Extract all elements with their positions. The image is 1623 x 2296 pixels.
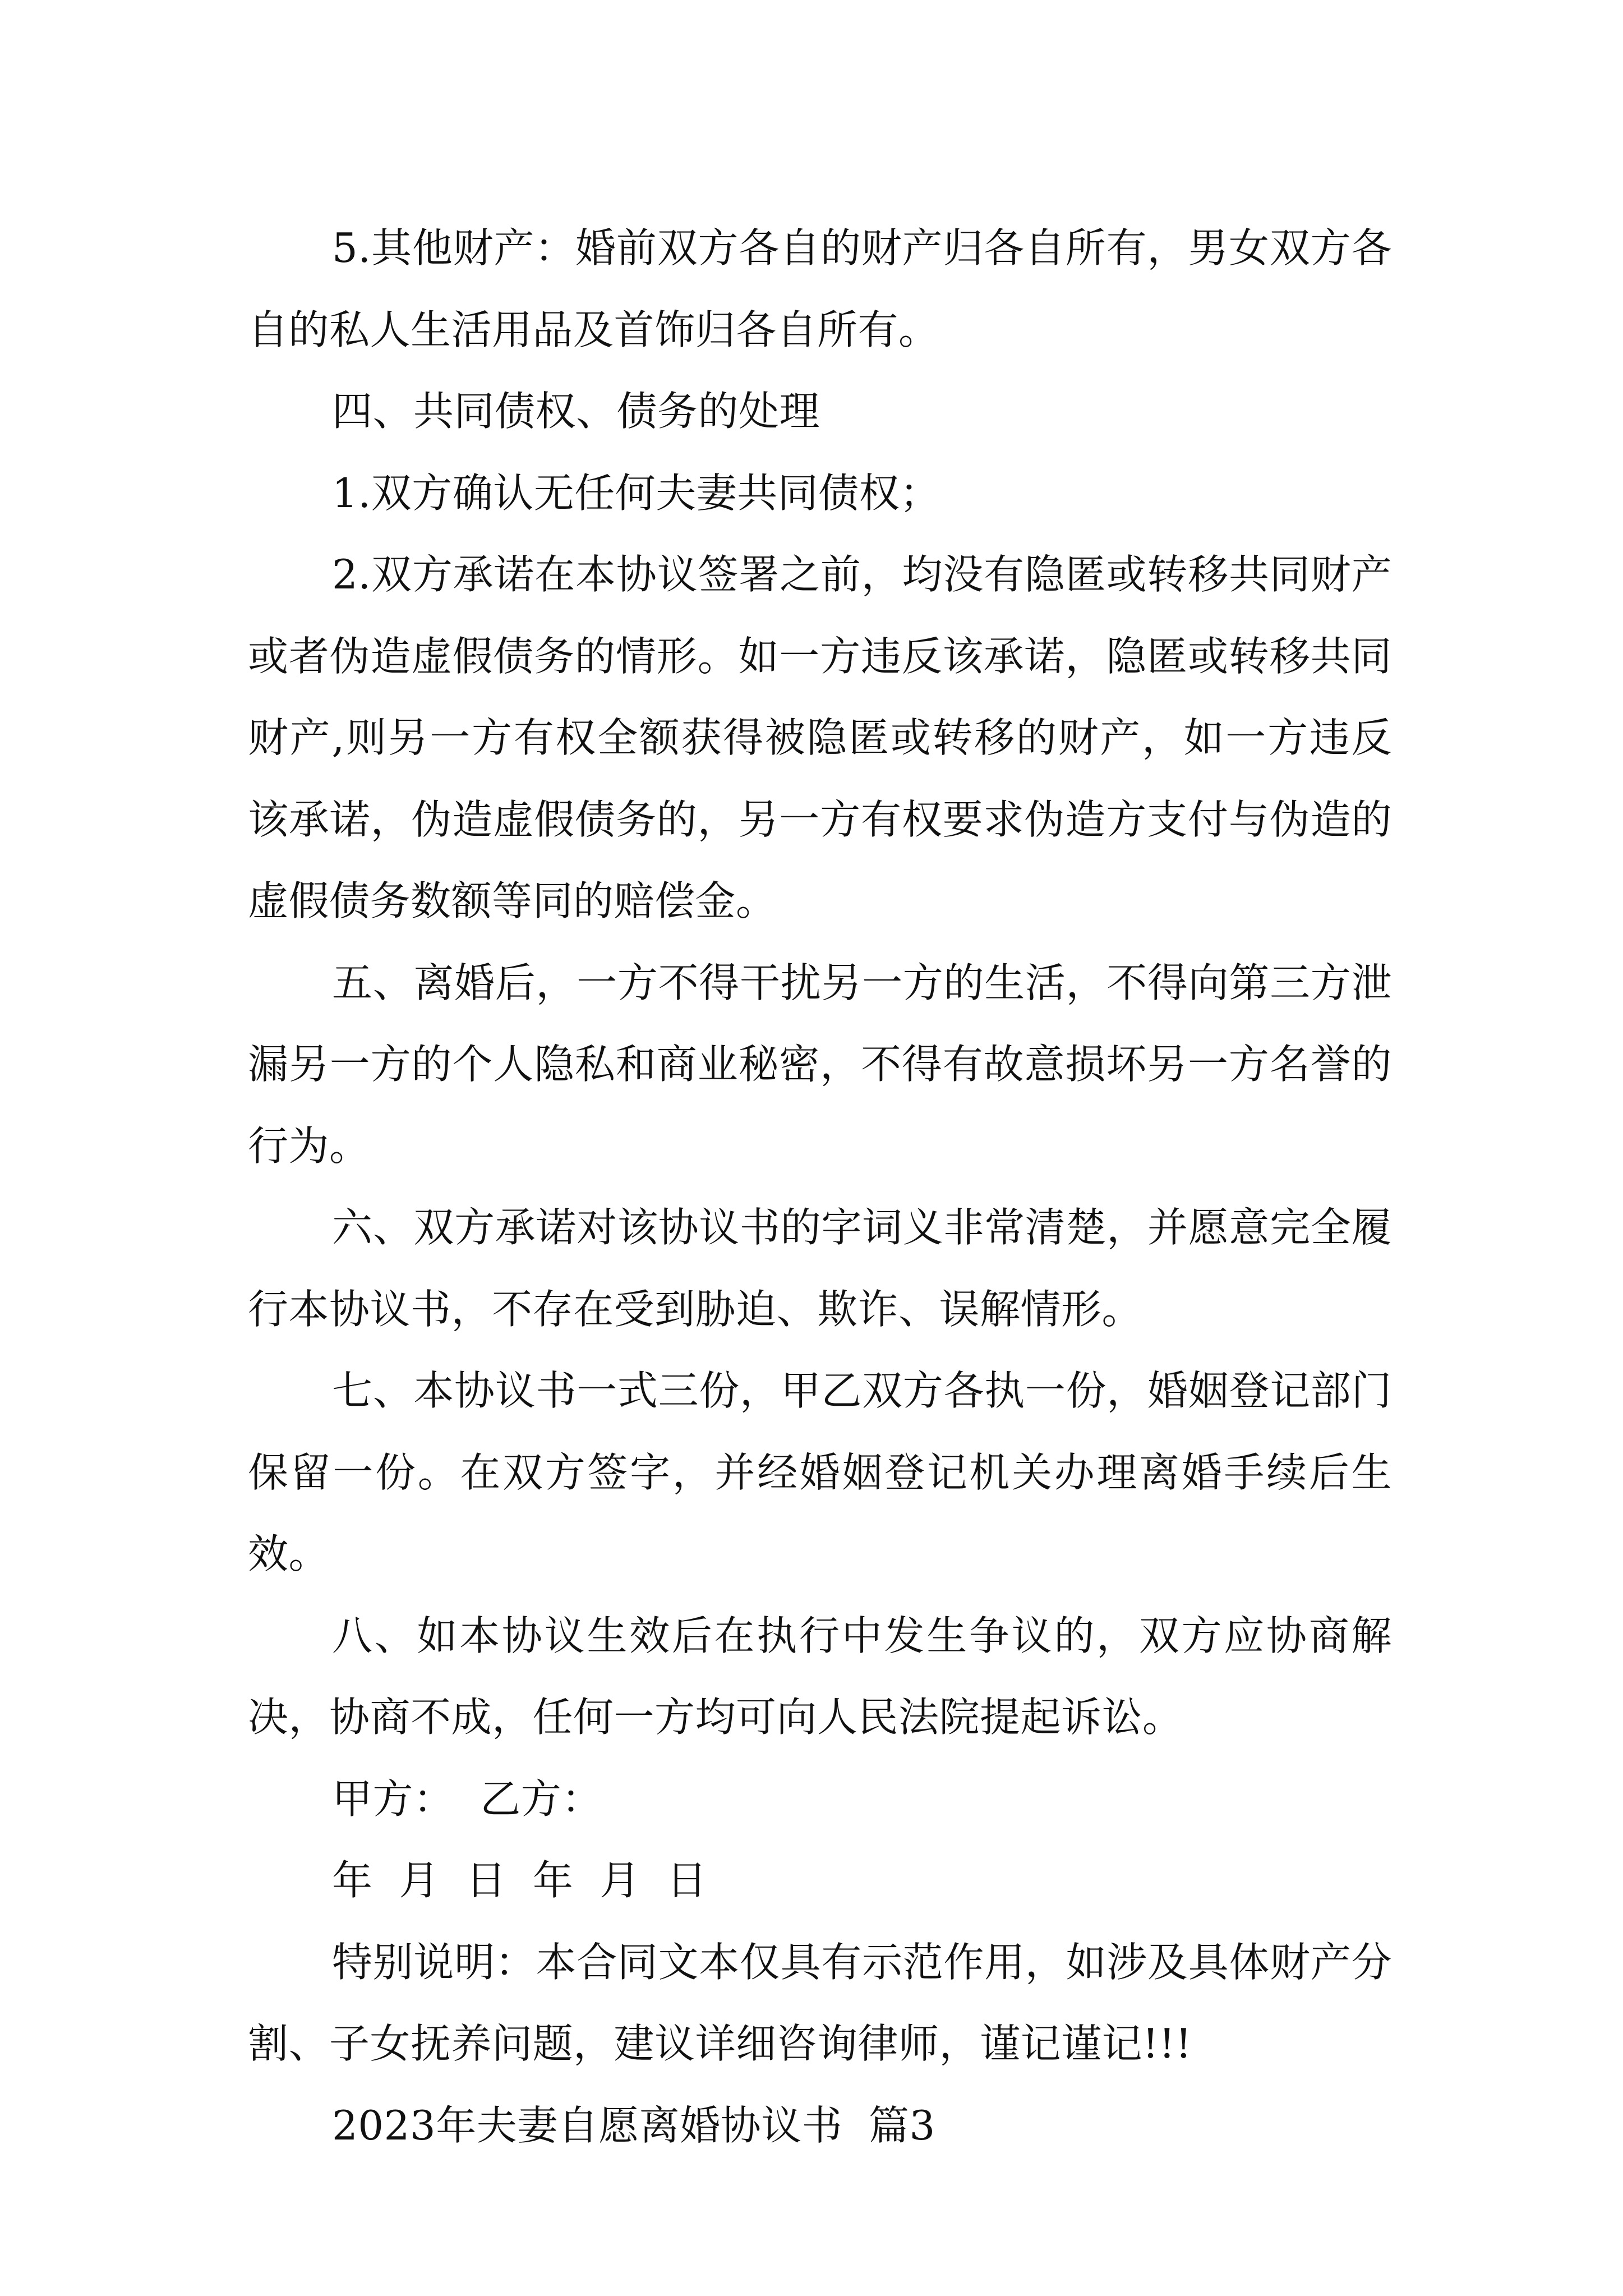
next-section-title: 2023年夫妻自愿离婚协议书 篇3: [332, 2101, 935, 2149]
paragraph-other-property: 5.其他财产：婚前双方各自的财产归各自所有，男女双方各自的私人生活用品及首饰归各自所有。: [248, 224, 1392, 353]
section-heading-debts: 四、共同债权、债务的处理: [332, 388, 820, 435]
paragraph-disputes: 八、如本协议生效后在执行中发生争议的，双方应协商解决，协商不成，任何一方均可向人民法院提起诉讼。: [248, 1612, 1392, 1741]
paragraph-copies: 七、本协议书一式三份，甲乙双方各执一份，婚姻登记部门保留一份。在双方签字，并经婚姻登记机关办理离婚手续后生效。: [248, 1367, 1392, 1577]
date-line: 年 月 日 年 月 日: [332, 1857, 707, 1904]
signature-line: 甲方： 乙方：: [332, 1775, 602, 1823]
paragraph-after-divorce: 五、离婚后，一方不得干扰另一方的生活，不得向第三方泄漏另一方的个人隐私和商业秘密，不得有故意损坏另一方名誉的行为。: [248, 959, 1392, 1170]
special-note: 特别说明：本合同文本仅具有示范作用，如涉及具体财产分割、子女抚养问题，建议详细咨询律师，谨记谨记!!!: [248, 1938, 1392, 2067]
paragraph-no-joint-claims: 1.双方确认无任何夫妻共同债权；: [332, 469, 940, 517]
paragraph-understanding: 六、双方承诺对该协议书的字词义非常清楚，并愿意完全履行本协议书，不存在受到胁迫、欺诈、误解情形。: [248, 1204, 1392, 1333]
paragraph-no-concealment-promise: 2.双方承诺在本协议签署之前，均没有隐匿或转移共同财产或者伪造虚假债务的情形。如一方违反该承诺，隐匿或转移共同财产,则另一方有权全额获得被隐匿或转移的财产，如一方违反该承诺，伪造虚假债务的，另一方有权要求伪造方支付与伪造的虚假债务数额等同的赔偿金。: [248, 551, 1392, 924]
document-body: [248, 208, 1392, 2166]
